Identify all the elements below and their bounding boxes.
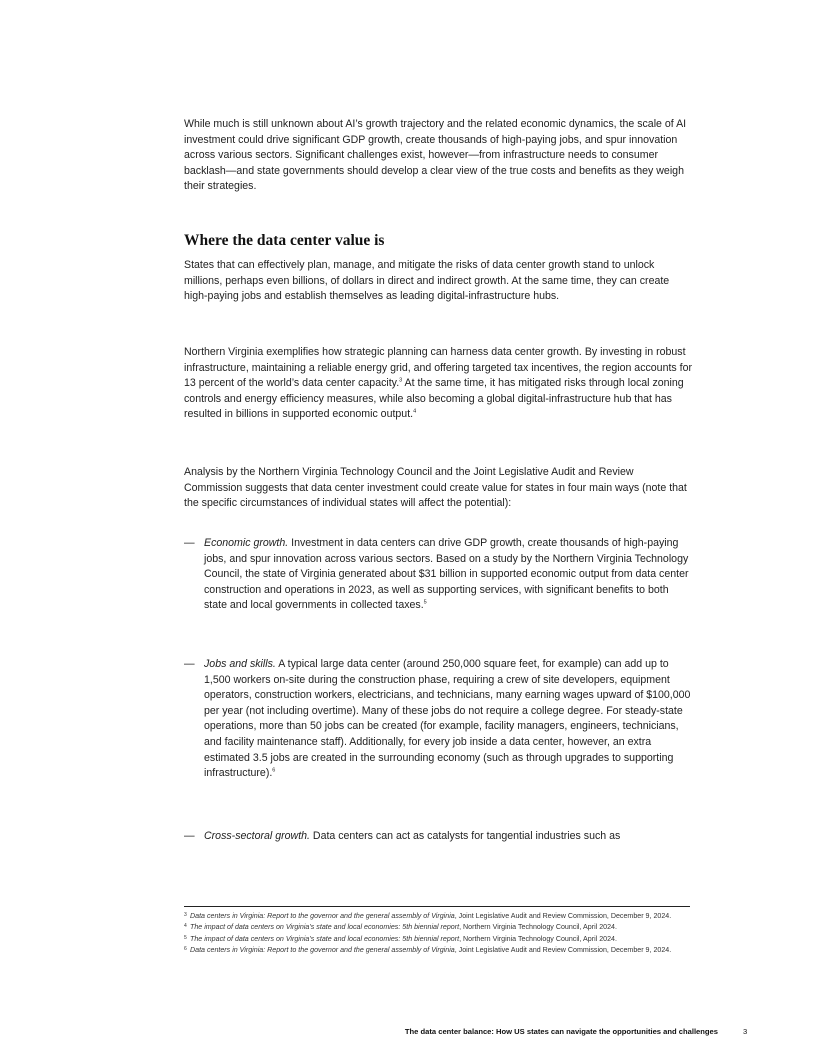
section-paragraph-2 (184, 345, 694, 423)
footnote-number: 4 (184, 923, 187, 930)
bullet-text (204, 829, 694, 845)
footnote-divider (184, 906, 690, 907)
footnote-ref-6: 6 (272, 767, 276, 774)
running-footer-title: The data center balance: How US states can navigate the opportunities and challenges (404, 1027, 718, 1036)
footnote-4 (184, 923, 690, 931)
bullet-body: Data centers can act as catalysts for tangential industries such as (309, 830, 621, 842)
bullet-dash: — (184, 658, 195, 670)
footnote-ref-5: 5 (423, 599, 427, 606)
bullet-text (204, 657, 694, 782)
bullet-body: A typical large data center (around 250,000 square feet, for example) can add up to 1,500 workers on-site during the construction phase, requiring a crew of site developers, equipment operators, construction workers, electricians, and technicians, many earning wages upward of $100,000 per year (not including overtime). Many of these jobs do not require a college degree. For steady-state operations, more than 50 jobs can be created (for example, facility managers, engineers, technicians, and facility maintenance staff). Additionally, for every job inside a data center, however, an extra estimated 3.5 jobs are created in the surrounding economy (such as through upgrades to supporting infrastructure). (204, 658, 691, 780)
bullet-lead: Jobs and skills. (204, 658, 276, 670)
bullet-lead: Cross-sectoral growth. (204, 830, 310, 842)
footnote-5 (184, 935, 690, 943)
bullet-economic-growth (184, 536, 694, 614)
bullet-dash: — (184, 537, 195, 549)
footnote-source: , Northern Virginia Technology Council, April 2024. (459, 923, 617, 932)
section-paragraph-1: States that can effectively plan, manage, and mitigate the risks of data center growth stand to unlock millions, perhaps even billions, of dollars in direct and indirect growth. At the same time, they can create high-paying jobs and establish themselves as leading digital-infrastructure hubs. (184, 259, 670, 303)
footnote-source: , Joint Legislative Audit and Review Commission, December 9, 2024. (454, 946, 672, 955)
footnote-title: The impact of data centers on Virginia’s state and local economies: 5th biennial report (190, 923, 460, 932)
intro-paragraph: While much is still unknown about AI’s growth trajectory and the related economic dynamics, the scale of AI investment could drive significant GDP growth, create thousands of high-paying jobs, and spur innovation across various sectors. Significant challenges exist, however—from infrastructure needs to consumer backlash—and state governments should develop a clear view of the true costs and benefits as they weigh their strategies. (184, 118, 687, 193)
footnote-number: 5 (184, 934, 187, 941)
footnote-title: The impact of data centers on Virginia’s state and local economies: 5th biennial report (190, 934, 460, 943)
section-paragraph-3: Analysis by the Northern Virginia Technology Council and the Joint Legislative Audit and Review Commission suggests that data center investment could create value for states in four main ways (note that the specific circumstances of individual states will affect the potential): (184, 466, 687, 510)
bullet-text (204, 536, 694, 614)
footnote-6 (184, 946, 690, 954)
bullet-lead: Economic growth. (204, 537, 289, 549)
footnote-ref-3: 3 (399, 377, 403, 384)
bullet-dash: — (184, 830, 195, 842)
footnote-ref-4: 4 (413, 408, 417, 415)
footnote-title: Data centers in Virginia: Report to the governor and the general assembly of Virginia (190, 912, 455, 920)
footnote-source: , Northern Virginia Technology Council, April 2024. (459, 934, 617, 943)
footnote-number: 3 (184, 912, 187, 918)
footnote-title: Data centers in Virginia: Report to the governor and the general assembly of Virginia (190, 946, 455, 955)
paragraph-2-text-b: At the same time, it has mitigated risks through local zoning controls and energy efficiency measures, while also becoming a global digital-infrastructure hub that has resulted in billions in supported economic output. (184, 377, 684, 421)
section-heading: Where the data center value is (184, 232, 385, 249)
bullet-jobs-and-skills (184, 657, 694, 782)
footnote-3 (184, 912, 690, 920)
paragraph-2-text-a: Northern Virginia exemplifies how strategic planning can harness data center growth. By investing in robust infrastructure, maintaining a reliable energy grid, and offering targeted tax incentives, the region accounts for 13 percent of the world’s data center capacity. (184, 346, 693, 390)
bullet-body: Investment in data centers can drive GDP growth, create thousands of high-paying jobs, and spur innovation across various sectors. Based on a study by the Northern Virginia Technology Council, the state of Virginia generated about $31 billion in supported economic output from data center construction and operations in 2023, as well as supporting services, with significant benefits to both state and local governments in collected taxes. (204, 537, 689, 612)
footnote-number: 6 (184, 946, 187, 953)
bullet-cross-sectoral-growth (184, 829, 694, 845)
footnote-source: , Joint Legislative Audit and Review Commission, December 9, 2024. (454, 912, 672, 920)
page-number: 3 (743, 1027, 748, 1036)
footnotes (184, 912, 690, 958)
